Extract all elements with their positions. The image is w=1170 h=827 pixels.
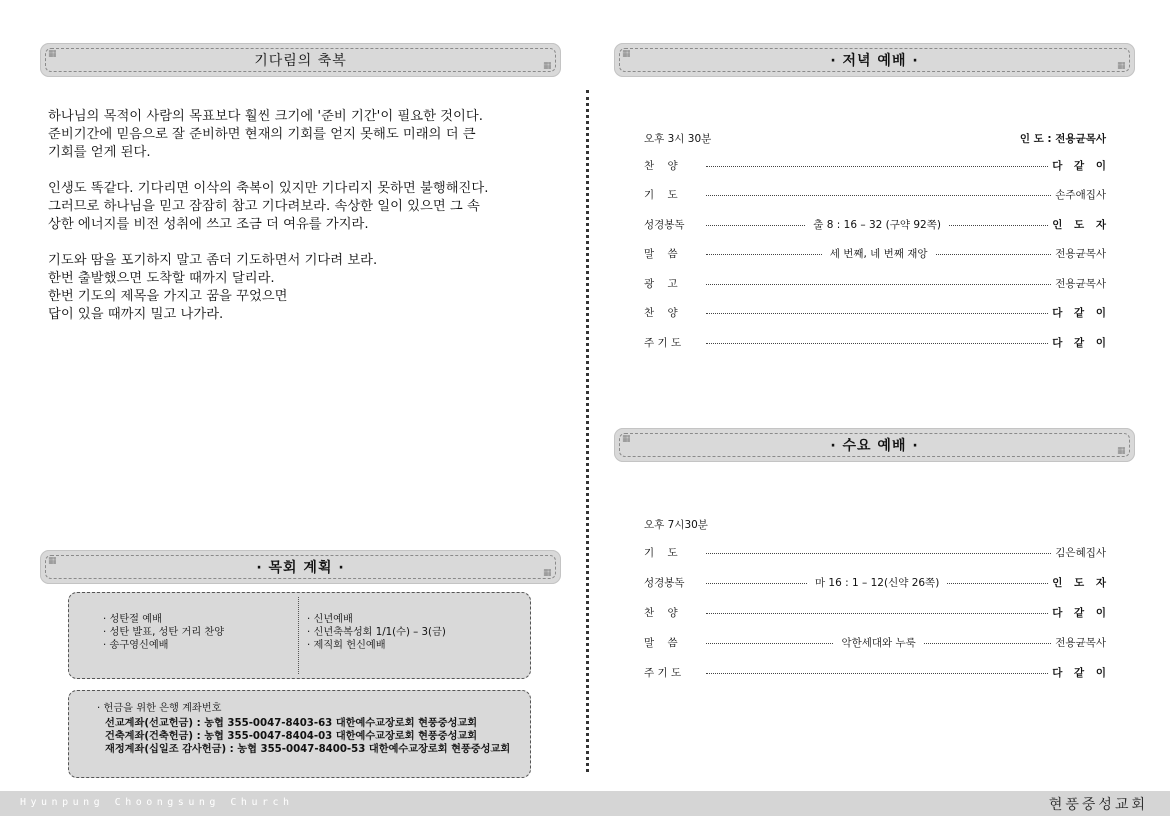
- leader-dots: [706, 643, 833, 644]
- corner-ornament-icon: ▦: [48, 556, 57, 566]
- service-row-label: 기 도: [644, 189, 678, 201]
- service-row-label: 말 씀: [644, 248, 678, 260]
- service-row-label: 찬 양: [644, 606, 678, 619]
- bank-box: [68, 690, 531, 778]
- plan-item: · 성탄 발표, 성탄 거리 찬양: [103, 627, 225, 638]
- service-row: [644, 158, 1110, 172]
- footer-korean-name: 현풍중성교회: [1048, 797, 1148, 813]
- service-row-person: 김은혜집사: [1055, 546, 1106, 559]
- footer-english-name: Hyunpung Choongsung Church: [20, 797, 294, 808]
- service-row-label: 주 기 도: [644, 666, 682, 679]
- corner-ornament-icon: ▦: [543, 568, 552, 578]
- service-row-label: 말 씀: [644, 636, 678, 649]
- service-row: [644, 635, 1106, 649]
- paragraph: 하나님의 목적이 사람의 목표보다 훨씬 크기에 '준비 기간'이 필요한 것이다. 준비기간에 믿음으로 잘 준비하면 현재의 기회를 얻지 못해도 미래의 더 큰 기회를 얻게 된다.: [48, 109, 483, 160]
- paragraph: 인생도 똑같다. 기다리면 이삭의 축복이 있지만 기다리지 못하면 불행해진다. 그러므로 하나님을 믿고 잠잠히 참고 기다려보라. 속상한 일이 있으면 그 속 상한 에너지를 비전 성취에 쓰고 조금 더 여유를 가지라.: [48, 181, 489, 232]
- service-row-person: 인 도 자: [1052, 576, 1110, 589]
- service-row: [644, 335, 1110, 349]
- leader-dots: [706, 254, 822, 255]
- service-row-detail: 마 16 : 1 – 12(신약 26쪽): [814, 576, 940, 589]
- leader-dots: [706, 583, 807, 584]
- bank-account-line: 선교계좌(선교헌금) : 농협 355-0047-8403-63 대한예수교장로회 현풍중성교회: [105, 718, 478, 729]
- service-row-label: 성경봉독: [644, 218, 685, 231]
- wednesday-banner: [614, 428, 1135, 462]
- bank-account-line: 재정계좌(십일조 감사헌금) : 농협 355-0047-8400-53 대한예수교장로회 현풍중성교회: [105, 744, 511, 755]
- plan-title: · 목회 계획 ·: [256, 560, 345, 576]
- leader-dots: [706, 343, 1048, 344]
- corner-ornament-icon: ▦: [48, 49, 57, 59]
- evening-time: 오후 3시 30분: [644, 133, 712, 145]
- service-row: [644, 575, 1110, 589]
- leader-dots: [706, 313, 1048, 314]
- plan-item: · 신년축복성회 1/1(수) – 3(금): [307, 627, 446, 638]
- evening-banner: [614, 43, 1135, 77]
- leader-dots: [949, 225, 1048, 226]
- plan-item: · 제직회 헌신예배: [307, 640, 386, 651]
- service-row-person: 전용균목사: [1055, 277, 1106, 290]
- service-row-person: 인 도 자: [1052, 218, 1110, 231]
- plan-item: · 성탄절 예배: [103, 614, 162, 625]
- sermon-text: [48, 108, 533, 342]
- service-row: [644, 247, 1106, 261]
- service-row: [644, 188, 1106, 202]
- service-row-label: 기 도: [644, 546, 678, 559]
- service-row-person: 전용균목사: [1055, 248, 1106, 260]
- leader-dots: [706, 195, 1051, 196]
- sermon-title: 기다림의 축복: [254, 53, 347, 69]
- service-row-detail: 악한세대와 누룩: [841, 636, 916, 649]
- service-row: [644, 217, 1110, 231]
- bank-heading: · 헌금을 위한 은행 계좌번호: [97, 703, 222, 714]
- leader-dots: [706, 613, 1048, 614]
- leader-dots: [706, 673, 1048, 674]
- paragraph: 기도와 땀을 포기하지 말고 좀더 기도하면서 기다려 보라. 한번 출발했으면 도착할 때까지 달리라. 한번 기도의 제목을 가지고 꿈을 꾸었으면 답이 있을 때까지 밀고 나가라.: [48, 253, 378, 322]
- evening-leader: 인 도 : 전용균목사: [1019, 133, 1106, 145]
- bank-accounts: [105, 717, 510, 756]
- leader-dots: [924, 643, 1051, 644]
- leader-dots: [706, 225, 805, 226]
- corner-ornament-icon: ▦: [622, 49, 631, 59]
- service-row-person: 다 같 이: [1052, 336, 1110, 349]
- service-row-label: 주 기 도: [644, 336, 682, 349]
- service-row: [644, 276, 1106, 290]
- bank-account-line: 건축계좌(건축헌금) : 농협 355-0047-8404-03 대한예수교장로회 현풍중성교회: [105, 731, 478, 742]
- plan-banner: [40, 550, 561, 584]
- plan-item: · 신년예배: [307, 614, 353, 625]
- service-row: [644, 665, 1110, 679]
- service-row-label: 광 고: [644, 277, 678, 290]
- footer-bar: [0, 791, 1170, 816]
- plan-divider: [298, 597, 299, 674]
- corner-ornament-icon: ▦: [1117, 61, 1126, 71]
- leader-dots: [706, 284, 1051, 285]
- corner-ornament-icon: ▦: [1117, 446, 1126, 456]
- title-banner: [40, 43, 561, 77]
- evening-title: · 저녁 예배 ·: [830, 53, 919, 69]
- leader-dots: [936, 254, 1052, 255]
- service-row: [644, 545, 1106, 559]
- wednesday-title: · 수요 예배 ·: [830, 438, 919, 454]
- corner-ornament-icon: ▦: [543, 61, 552, 71]
- plan-column-left: [103, 613, 224, 652]
- column-divider: [586, 90, 589, 772]
- service-row-person: 다 같 이: [1052, 606, 1110, 619]
- plan-item: · 송구영신예배: [103, 640, 169, 651]
- service-row: [644, 306, 1110, 320]
- leader-dots: [947, 583, 1048, 584]
- leader-dots: [706, 166, 1048, 167]
- service-row-detail: 세 번째, 네 번째 재앙: [829, 248, 928, 260]
- service-row-label: 찬 양: [644, 307, 678, 319]
- service-row-person: 다 같 이: [1052, 307, 1110, 319]
- leader-dots: [706, 553, 1051, 554]
- service-row-detail: 출 8 : 16 – 32 (구약 92쪽): [813, 218, 941, 231]
- service-row-person: 손주애집사: [1055, 189, 1106, 201]
- service-row-label: 성경봉독: [644, 576, 685, 589]
- plan-box: [68, 592, 531, 679]
- service-row-label: 찬 양: [644, 159, 678, 172]
- service-row-person: 다 같 이: [1052, 666, 1110, 679]
- wednesday-time: 오후 7시30분: [644, 519, 708, 531]
- service-row-person: 다 같 이: [1052, 159, 1110, 172]
- corner-ornament-icon: ▦: [622, 434, 631, 444]
- service-row: [644, 605, 1110, 619]
- service-row-person: 전용균목사: [1055, 636, 1106, 649]
- plan-column-right: [307, 613, 446, 652]
